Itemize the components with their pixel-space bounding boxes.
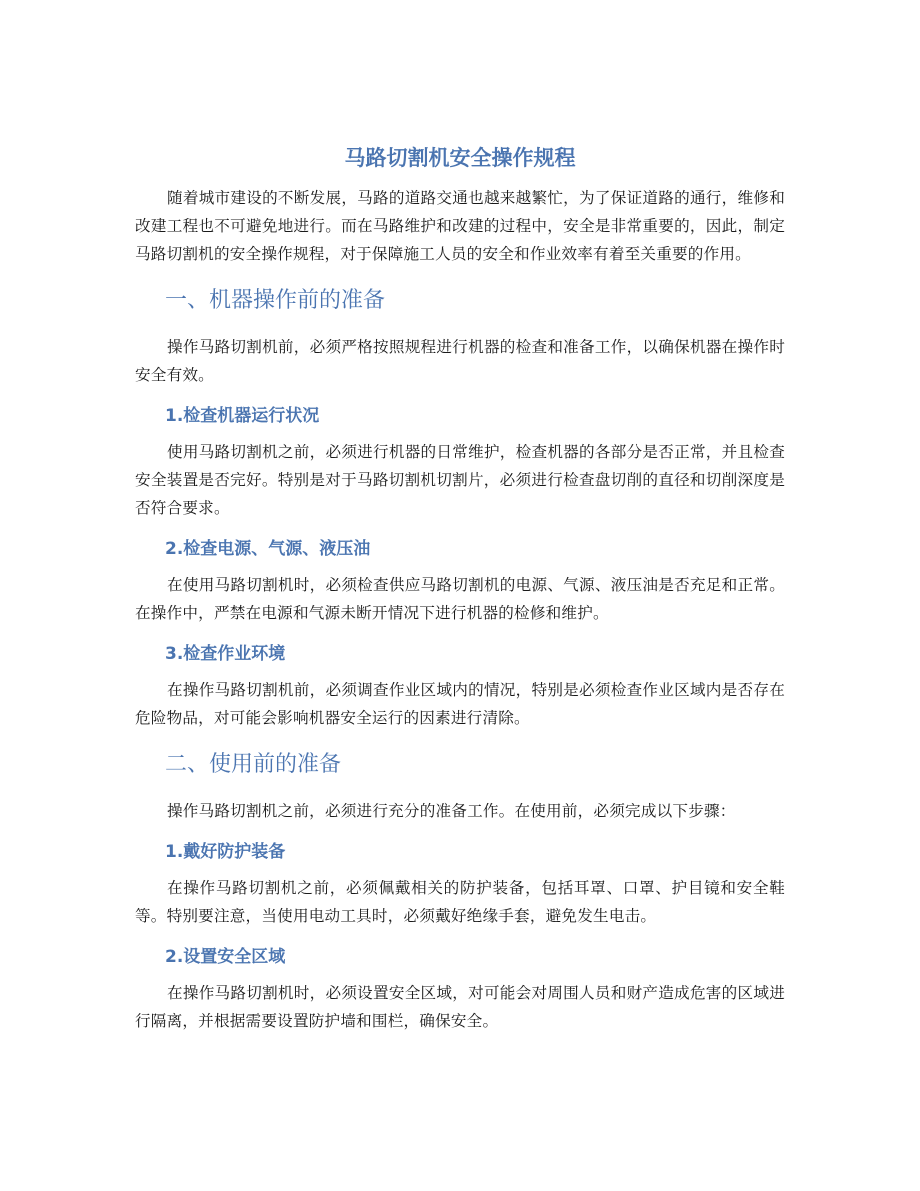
section-2-paragraph: 操作马路切割机之前，必须进行充分的准备工作。在使用前，必须完成以下步骤： bbox=[167, 802, 736, 820]
subsection-1-2-paragraph: 在使用马路切割机时，必须检查供应马路切割机的电源、气源、液压油是否充足和正常。在操作中，严禁在电源和气源未断开情况下进行机器的检修和维护。 bbox=[135, 576, 785, 622]
subsection-1-1-paragraph: 使用马路切割机之前，必须进行机器的日常维护，检查机器的各部分是否正常，并且检查安全装置是否完好。特别是对于马路切割机切割片，必须进行检查盘切削的直径和切削深度是否符合要求。 bbox=[135, 443, 785, 517]
intro-paragraph: 随着城市建设的不断发展，马路的道路交通也越来越繁忙，为了保证道路的通行，维修和改建工程也不可避免地进行。而在马路维护和改建的过程中，安全是非常重要的，因此，制定马路切割机的安全操作规程，对于保障施工人员的安全和作业效率有着至关重要的作用。 bbox=[135, 189, 785, 263]
subsection-heading-2-1: 1.戴好防护装备 bbox=[165, 842, 286, 862]
subsection-heading-2-2: 2.设置安全区域 bbox=[165, 947, 286, 967]
section-heading-1: 一、机器操作前的准备 bbox=[165, 288, 386, 313]
section-heading-2: 二、使用前的准备 bbox=[165, 752, 342, 777]
subsection-heading-1-1: 1.检查机器运行状况 bbox=[165, 406, 320, 426]
document-title: 马路切割机安全操作规程 bbox=[344, 146, 576, 170]
section-1-paragraph: 操作马路切割机前，必须严格按照规程进行机器的检查和准备工作，以确保机器在操作时安全有效。 bbox=[135, 338, 785, 384]
subsection-2-2-paragraph: 在操作马路切割机时，必须设置安全区域，对可能会对周围人员和财产造成危害的区域进行隔离，并根据需要设置防护墙和围栏，确保安全。 bbox=[135, 984, 785, 1030]
subsection-heading-1-2: 2.检查电源、气源、液压油 bbox=[165, 539, 371, 559]
subsection-2-1-paragraph: 在操作马路切割机之前，必须佩戴相关的防护装备，包括耳罩、口罩、护目镜和安全鞋等。特别要注意，当使用电动工具时，必须戴好绝缘手套，避免发生电击。 bbox=[135, 879, 785, 925]
subsection-heading-1-3: 3.检查作业环境 bbox=[165, 644, 286, 664]
subsection-1-3-paragraph: 在操作马路切割机前，必须调查作业区域内的情况，特别是必须检查作业区域内是否存在危险物品，对可能会影响机器安全运行的因素进行清除。 bbox=[135, 681, 785, 727]
